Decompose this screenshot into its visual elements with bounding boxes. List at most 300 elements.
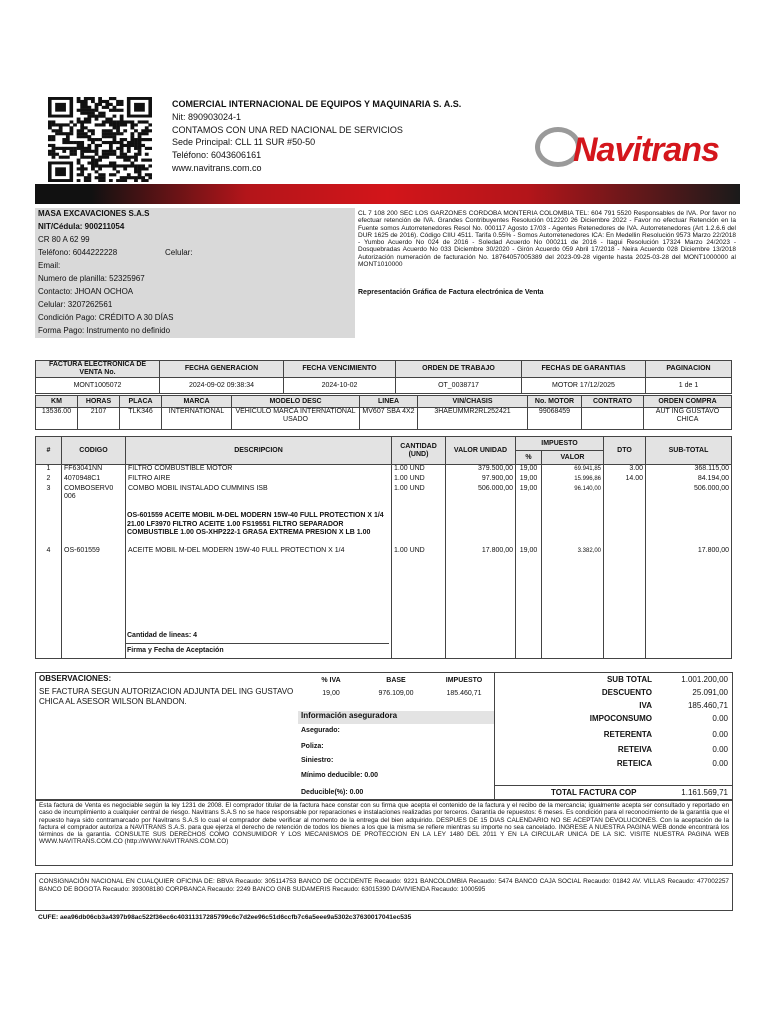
qr-module xyxy=(109,135,113,138)
cell-sub: 506.000,00 xyxy=(646,485,732,547)
combo-detail: OS-601559 ACEITE MOBIL M-DEL MODERN 15W-40 FULL PROTECTION X 1/4 21.00 LF3970 FILTRO ACEITE 1.00 FS19551 FILTRO SEPARADOR COMBUSTIBLE 1.00 OS-XHP222-1 GRASA EXTREMA PRESION X LB 1.00 xyxy=(127,512,384,536)
qr-module xyxy=(95,153,99,156)
qr-module xyxy=(91,164,95,167)
qr-module xyxy=(87,135,91,138)
col-impuesto: IMPUESTO xyxy=(516,437,604,451)
qr-module xyxy=(66,141,70,144)
qr-module xyxy=(91,109,95,112)
qr-module xyxy=(120,103,124,106)
qr-module xyxy=(116,156,120,159)
qr-module xyxy=(70,150,74,153)
total-factura-label: TOTAL FACTURA COP xyxy=(551,788,637,797)
qr-module xyxy=(141,164,145,167)
qr-module xyxy=(70,126,74,129)
qr-module xyxy=(80,120,84,123)
qr-finder xyxy=(55,167,66,176)
qr-module xyxy=(130,176,134,179)
client-telefono: Teléfono: 6044222228 xyxy=(38,248,118,257)
qr-module xyxy=(84,109,88,112)
qr-module xyxy=(134,141,138,144)
qr-module xyxy=(138,147,142,150)
qr-module xyxy=(113,123,117,126)
qr-module xyxy=(138,120,142,123)
km: 13536.00 xyxy=(36,408,78,430)
qr-module xyxy=(84,147,88,150)
qr-module xyxy=(138,138,142,141)
qr-module xyxy=(113,138,117,141)
qr-module xyxy=(98,123,102,126)
qr-module xyxy=(109,161,113,164)
qr-module xyxy=(141,132,145,135)
qr-module xyxy=(120,100,124,103)
qr-module xyxy=(148,129,152,132)
qr-module xyxy=(123,164,127,167)
qr-module xyxy=(66,147,70,150)
label-modelo: MODELO DESC xyxy=(232,396,360,408)
qr-module xyxy=(116,164,120,167)
insurance-siniestro: Siniestro: xyxy=(301,757,334,764)
qr-module xyxy=(91,150,95,153)
qr-module xyxy=(77,179,81,182)
company-sede: Sede Principal: CLL 11 SUR #50-50 xyxy=(172,137,316,147)
client-box xyxy=(35,208,355,338)
total-value: 0.00 xyxy=(712,759,728,768)
qr-module xyxy=(80,129,84,132)
qr-module xyxy=(80,144,84,147)
qr-module xyxy=(130,126,134,129)
qr-module xyxy=(55,132,59,135)
qr-module xyxy=(109,123,113,126)
cell-cant: 1.00 UND xyxy=(392,485,446,547)
qr-module xyxy=(87,97,91,100)
qr-module xyxy=(66,156,70,159)
cell-desc: FILTRO AIRE xyxy=(126,475,392,485)
table-row xyxy=(36,547,732,625)
client-condicion: Condición Pago: CRÉDITO A 30 DÍAS xyxy=(38,313,174,322)
firma-label: Firma y Fecha de Aceptación xyxy=(127,647,224,654)
qr-module xyxy=(77,161,81,164)
logo-text: Navitrans xyxy=(573,131,719,169)
qr-module xyxy=(134,144,138,147)
qr-module xyxy=(109,129,113,132)
qr-module xyxy=(141,167,145,170)
cell-cant: 1.00 UND xyxy=(392,475,446,485)
qr-module xyxy=(138,144,142,147)
qr-module xyxy=(87,156,91,159)
qr-module xyxy=(127,173,131,176)
qr-module xyxy=(95,118,99,121)
qr-module xyxy=(134,129,138,132)
qr-module xyxy=(66,135,70,138)
qr-module xyxy=(62,150,66,153)
qr-module xyxy=(98,179,102,182)
qr-module xyxy=(123,138,127,141)
motor: 99068459 xyxy=(528,408,582,430)
qr-module xyxy=(105,118,109,121)
qr-module xyxy=(120,164,124,167)
qr-module xyxy=(66,123,70,126)
total-label: RETERENTA xyxy=(603,730,652,739)
qr-module xyxy=(95,161,99,164)
qr-module xyxy=(127,156,131,159)
qr-module xyxy=(87,112,91,115)
qr-module xyxy=(109,103,113,106)
qr-module xyxy=(145,126,149,129)
qr-module xyxy=(127,141,131,144)
qr-module xyxy=(84,126,88,129)
qr-module xyxy=(148,176,152,179)
totals-divider xyxy=(494,673,495,799)
qr-module xyxy=(109,97,113,100)
total-label: IMPOCONSUMO xyxy=(589,714,652,723)
qr-module xyxy=(102,129,106,132)
qr-module xyxy=(123,120,127,123)
qr-module xyxy=(95,123,99,126)
qr-module xyxy=(80,135,84,138)
qr-module xyxy=(141,120,145,123)
qr-module xyxy=(116,141,120,144)
qr-module xyxy=(120,138,124,141)
qr-module xyxy=(77,135,81,138)
qr-module xyxy=(84,106,88,109)
qr-module xyxy=(48,150,52,153)
qr-module xyxy=(95,103,99,106)
qr-module xyxy=(62,147,66,150)
tax-base: 976.109,00 xyxy=(378,690,414,697)
qr-module xyxy=(98,164,102,167)
total-label: SUB TOTAL xyxy=(606,675,652,684)
vin: 3HAEUMMR2RL252421 xyxy=(418,408,528,430)
cell-vu: 17.800,00 xyxy=(446,547,516,625)
qr-module xyxy=(91,115,95,118)
client-forma-pago: Forma Pago: Instrumento no definido xyxy=(38,326,171,335)
qr-module xyxy=(113,106,117,109)
qr-module xyxy=(109,132,113,135)
items-table xyxy=(35,436,732,659)
qr-module xyxy=(77,167,81,170)
qr-module xyxy=(91,141,95,144)
cell-cant: 1.00 UND xyxy=(392,465,446,475)
insurance-minimo: Mínimo deducible: 0.00 xyxy=(301,772,379,779)
qr-module xyxy=(55,153,59,156)
qr-module xyxy=(80,156,84,159)
qr-module xyxy=(148,123,152,126)
insurance-title: Información aseguradora xyxy=(298,711,495,724)
consignacion-text: CONSIGNACIÓN NACIONAL EN CUALQUIER OFICINA DE: BBVA Recaudo: 305114753 BANCO DE OCCIDENTE Recaudo: 9221 BANCOLOMBIA Recaudo: 5474 BANCO CAJA SOCIAL Recaudo: 01842 AV. VILLAS Recaudo: 477002257 BANCO DE BOGOTA Recaudo: 393008180 CORPBANCA Recaudo: 2249 BANCO GNB SUDAMERIS Recaudo: 63015390 DAVIVIENDA Recaudo: 1000595 xyxy=(39,878,729,893)
tax-label-iva: % IVA xyxy=(321,677,341,684)
qr-module xyxy=(134,147,138,150)
qr-module xyxy=(138,164,142,167)
qr-module xyxy=(134,153,138,156)
qr-module xyxy=(109,120,113,123)
qr-module xyxy=(134,176,138,179)
obs-title: OBSERVACIONES: xyxy=(39,674,112,683)
cell-sub: 17.800,00 xyxy=(646,547,732,625)
client-email: Email: xyxy=(38,261,61,270)
qr-module xyxy=(77,97,81,100)
orden-trabajo: OT_0038717 xyxy=(396,378,522,394)
cell-pct: 19,00 xyxy=(516,485,542,547)
cell-sub: 84.194,00 xyxy=(646,475,732,485)
qr-module xyxy=(141,144,145,147)
label-fecha-vencimiento: FECHA VENCIMIENTO xyxy=(284,361,396,378)
qr-module xyxy=(95,106,99,109)
qr-module xyxy=(120,144,124,147)
qr-module xyxy=(145,173,149,176)
qr-module xyxy=(80,153,84,156)
qr-module xyxy=(145,138,149,141)
orden-compra: AUT ING GUSTAVO CHICA xyxy=(644,408,732,430)
cell-pct: 19,00 xyxy=(516,547,542,625)
col-codigo: CODIGO xyxy=(62,437,126,465)
qr-module xyxy=(80,150,84,153)
qr-module xyxy=(105,100,109,103)
tax-iva: 19,00 xyxy=(322,690,340,697)
cell-num: 3 xyxy=(36,485,62,547)
qr-module xyxy=(120,176,124,179)
fecha-generacion: 2024-09-02 09:38:34 xyxy=(160,378,284,394)
qr-module xyxy=(70,120,74,123)
qr-module xyxy=(105,164,109,167)
qr-module xyxy=(73,153,77,156)
qr-module xyxy=(105,132,109,135)
table-row xyxy=(36,475,732,485)
qr-module xyxy=(48,135,52,138)
qr-module xyxy=(77,129,81,132)
firma-divider xyxy=(125,643,389,644)
company-slogan: CONTAMOS CON UNA RED NACIONAL DE SERVICIOS xyxy=(172,125,403,135)
fechas-garantias: MOTOR 17/12/2025 xyxy=(522,378,646,394)
qr-module xyxy=(77,118,81,121)
qr-module xyxy=(98,167,102,170)
total-value: 25.091,00 xyxy=(692,688,728,697)
qr-module xyxy=(120,115,124,118)
qr-module xyxy=(52,129,56,132)
company-web[interactable]: www.navitrans.com.co xyxy=(172,163,262,173)
qr-module xyxy=(62,123,66,126)
vehicle-table xyxy=(35,395,732,430)
qr-module xyxy=(123,176,127,179)
qr-module xyxy=(102,173,106,176)
qr-module xyxy=(95,159,99,162)
qr-module xyxy=(116,103,120,106)
filler-cell xyxy=(646,625,732,659)
insurance-poliza: Poliza: xyxy=(301,743,324,750)
client-nit: NIT/Cédula: 900211054 xyxy=(38,222,125,231)
qr-module xyxy=(148,173,152,176)
legal-text: CL 7 108 200 SEC LOS GARZONES CORDOBA MONTERIA COLOMBIA TEL: 604 791 5520 Responsables de IVA. Por favor no efectuar retención de IVA. Grandes Contribuyentes Resolución 012220 26 Diciembre 2022 - Favor no efectuar Retención en la Fuente somos Autorretenedores Resol No. 000117 Agosto 17/03 - Agentes Retenedores de IVA. Autorretenedores (Art 1.2.6.6 del DUR 1625 de 2016). Código CIIU 4511. Tarifa 0.55% - Somos Autorretenedores ICA: En Medellin Resolución 9573 Marzo 22/2018 - Yumbo Acuerdo No 024 de 2016 - Soledad Acuerdo No 000211 de 2016 - Itagui Resolución 17324 Marzo 24/2023 - Dosquebradas Acuerdo No 033 Diciembre 30/2020 - Girón Acuerdo 059 Abril 17/2018 - Neira Acuerdo 028 Diciembre 13/2018 Autorización numeración de facturación No. 18764057005389 del 2023-09-28 vigente hasta 2025-03-28 del MONT1000000 al MONT1010000 xyxy=(358,210,736,269)
qr-module xyxy=(109,109,113,112)
qr-module xyxy=(87,144,91,147)
qr-module xyxy=(87,179,91,182)
qr-module xyxy=(87,161,91,164)
qr-module xyxy=(141,159,145,162)
qr-module xyxy=(120,109,124,112)
qr-module xyxy=(52,138,56,141)
filler-cell xyxy=(516,625,542,659)
qr-module xyxy=(134,170,138,173)
qr-module xyxy=(109,118,113,121)
qr-module xyxy=(84,103,88,106)
qr-module xyxy=(55,147,59,150)
qr-module xyxy=(77,109,81,112)
header-band xyxy=(35,184,740,204)
cell-valor: 3.382,00 xyxy=(542,547,604,625)
qr-module xyxy=(134,138,138,141)
qr-module xyxy=(95,170,99,173)
label-motor: No. MOTOR xyxy=(528,396,582,408)
qr-module xyxy=(148,138,152,141)
qr-module xyxy=(52,144,56,147)
cantidad-lineas: Cantidad de lineas: 4 xyxy=(127,632,198,639)
col-num: # xyxy=(36,437,62,465)
col-cantidad: CANTIDAD (UND) xyxy=(392,437,446,465)
qr-module xyxy=(77,147,81,150)
qr-module xyxy=(130,132,134,135)
qr-module xyxy=(55,123,59,126)
qr-module xyxy=(145,120,149,123)
cell-codigo: FF63041NN xyxy=(62,465,126,475)
table-row xyxy=(36,465,732,475)
col-dto: DTO xyxy=(604,437,646,465)
client-address: CR 80 A 62 99 xyxy=(38,235,90,244)
cell-cant: 1.00 UND xyxy=(392,547,446,625)
qr-module xyxy=(120,141,124,144)
qr-module xyxy=(120,123,124,126)
qr-module xyxy=(109,150,113,153)
qr-module xyxy=(80,126,84,129)
qr-module xyxy=(105,103,109,106)
cell-num: 2 xyxy=(36,475,62,485)
client-celular-label: Celular: xyxy=(165,248,193,257)
filler-cell xyxy=(446,625,516,659)
qr-module xyxy=(48,120,52,123)
qr-module xyxy=(102,156,106,159)
qr-module xyxy=(116,123,120,126)
qr-module xyxy=(87,147,91,150)
qr-module xyxy=(84,179,88,182)
qr-module xyxy=(102,150,106,153)
qr-module xyxy=(95,147,99,150)
qr-module xyxy=(120,156,124,159)
qr-module xyxy=(120,153,124,156)
cell-pct: 19,00 xyxy=(516,475,542,485)
client-name: MASA EXCAVACIONES S.A.S xyxy=(38,209,150,218)
qr-module xyxy=(102,106,106,109)
qr-module xyxy=(87,129,91,132)
total-value: 185.460,71 xyxy=(687,701,728,710)
label-horas: HORAS xyxy=(78,396,120,408)
consignacion-box xyxy=(35,873,733,911)
qr-module xyxy=(91,97,95,100)
cell-desc: FILTRO COMBUSTIBLE MOTOR xyxy=(126,465,392,475)
qr-module xyxy=(138,141,142,144)
label-orden-compra: ORDEN COMPRA xyxy=(644,396,732,408)
qr-module xyxy=(138,153,142,156)
qr-module xyxy=(109,173,113,176)
qr-module xyxy=(113,141,117,144)
cufe: CUFE: aea96db06cb3a4397b98ac522f36ec6c40311317285799c6c7d2ee96c51d6ccfb7c6a5eee9a5302c37630017041ec535 xyxy=(38,914,412,921)
qr-module xyxy=(73,147,77,150)
qr-module xyxy=(148,164,152,167)
qr-module xyxy=(109,153,113,156)
qr-module xyxy=(91,138,95,141)
qr-module xyxy=(98,159,102,162)
label-km: KM xyxy=(36,396,78,408)
qr-module xyxy=(123,167,127,170)
cell-dto: 14.00 xyxy=(604,475,646,485)
cell-num: 4 xyxy=(36,547,62,625)
cell-desc: ACEITE MOBIL M-DEL MODERN 15W-40 FULL PROTECTION X 1/4 xyxy=(126,547,392,625)
qr-module xyxy=(95,150,99,153)
qr-module xyxy=(80,123,84,126)
total-label: IVA xyxy=(639,701,652,710)
terms-box xyxy=(35,800,733,866)
qr-module xyxy=(70,129,74,132)
qr-module xyxy=(52,123,56,126)
insurance-asegurado: Asegurado: xyxy=(301,727,340,734)
total-value: 0.00 xyxy=(712,714,728,723)
qr-module xyxy=(138,176,142,179)
qr-module xyxy=(70,153,74,156)
qr-module xyxy=(77,100,81,103)
label-linea: LINEA xyxy=(360,396,418,408)
horas: 2107 xyxy=(78,408,120,430)
qr-module xyxy=(80,147,84,150)
qr-module xyxy=(116,126,120,129)
qr-module xyxy=(113,135,117,138)
total-label: RETEICA xyxy=(616,759,652,768)
qr-module xyxy=(59,129,63,132)
qr-module xyxy=(145,147,149,150)
qr-module xyxy=(80,173,84,176)
qr-module xyxy=(98,97,102,100)
qr-module xyxy=(77,173,81,176)
qr-module xyxy=(80,100,84,103)
qr-module xyxy=(127,144,131,147)
qr-module xyxy=(55,129,59,132)
total-value: 0.00 xyxy=(712,730,728,739)
cell-vu: 379.500,00 xyxy=(446,465,516,475)
qr-module xyxy=(123,123,127,126)
qr-module xyxy=(91,100,95,103)
factura-no: MONT1005072 xyxy=(36,378,160,394)
placa: TLK346 xyxy=(120,408,162,430)
qr-module xyxy=(127,164,131,167)
cell-codigo: OS-601559 xyxy=(62,547,126,625)
cell-vu: 97.900,00 xyxy=(446,475,516,485)
qr-module xyxy=(87,109,91,112)
cell-valor: 96.140,00 xyxy=(542,485,604,547)
qr-module xyxy=(77,132,81,135)
qr-module xyxy=(48,144,52,147)
qr-module xyxy=(62,132,66,135)
label-placa: PLACA xyxy=(120,396,162,408)
qr-module xyxy=(105,120,109,123)
qr-module xyxy=(84,120,88,123)
qr-module xyxy=(91,159,95,162)
qr-module xyxy=(145,132,149,135)
qr-module xyxy=(95,164,99,167)
qr-module xyxy=(116,100,120,103)
qr-module xyxy=(52,147,56,150)
fecha-vencimiento: 2024-10-02 xyxy=(284,378,396,394)
qr-module xyxy=(91,132,95,135)
qr-module xyxy=(77,120,81,123)
qr-module xyxy=(80,141,84,144)
qr-module xyxy=(138,150,142,153)
qr-module xyxy=(95,144,99,147)
